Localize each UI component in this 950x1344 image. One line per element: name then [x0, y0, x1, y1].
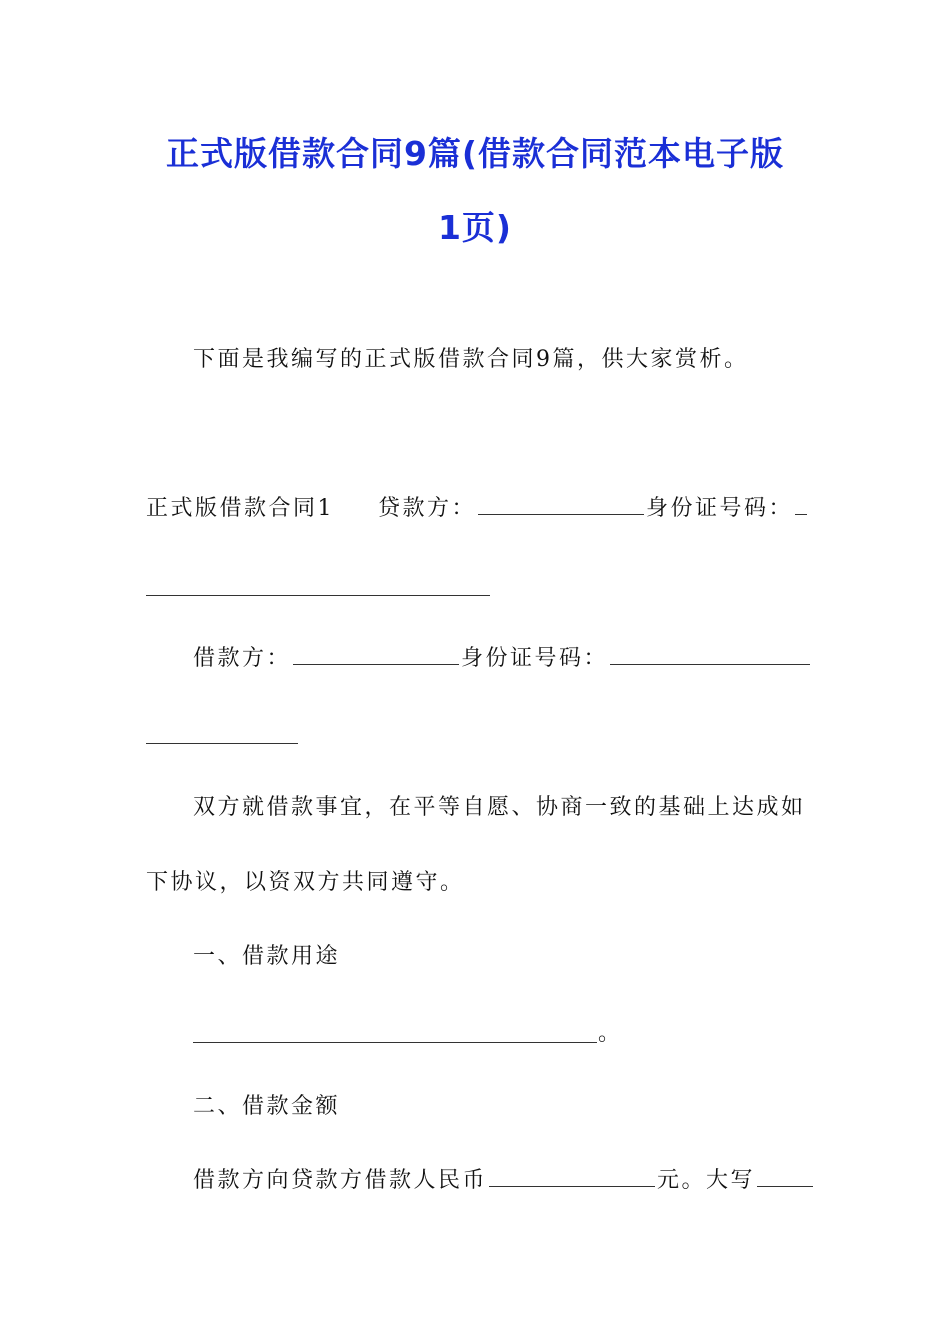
lender-label: 贷款方： — [378, 496, 477, 521]
document-title-line1: 正式版借款合同9篇(借款合同范本电子版 — [165, 134, 785, 173]
lender-id-blank-start — [795, 494, 807, 515]
loan-amount-uppercase-blank — [757, 1166, 813, 1187]
section-2-title: 二、借款金额 — [193, 1094, 341, 1119]
intro-paragraph: 下面是我编写的正式版借款合同9篇，供大家赏析。 — [193, 347, 749, 372]
contract-party-line — [146, 494, 809, 524]
borrower-line — [193, 644, 812, 674]
section-1-title: 一、借款用途 — [193, 944, 341, 969]
borrower-id-blank-start — [610, 644, 810, 665]
loan-amount-text: 借款方向贷款方借款人民币 — [193, 1168, 488, 1193]
contract-heading: 正式版借款合同1 — [146, 496, 334, 521]
document-title-line2: 1页) — [437, 208, 513, 247]
lender-name-blank — [478, 494, 644, 515]
borrower-label: 借款方： — [193, 646, 292, 671]
agreement-line-1: 双方就借款事宜，在平等自愿、协商一致的基础上达成如 — [193, 795, 806, 820]
loan-purpose-end: 。 — [598, 1021, 623, 1046]
lender-id-label: 身份证号码： — [646, 496, 794, 521]
loan-amount-unit: 元。大写 — [657, 1168, 756, 1193]
loan-amount-blank — [489, 1166, 655, 1187]
borrower-name-blank — [293, 644, 459, 665]
agreement-line-2: 下协议，以资双方共同遵守。 — [146, 870, 465, 895]
lender-id-blank — [146, 594, 490, 596]
loan-purpose-blank — [193, 1041, 597, 1043]
borrower-id-label: 身份证号码： — [461, 646, 609, 671]
loan-amount-line — [193, 1166, 815, 1196]
borrower-id-blank — [146, 742, 298, 744]
